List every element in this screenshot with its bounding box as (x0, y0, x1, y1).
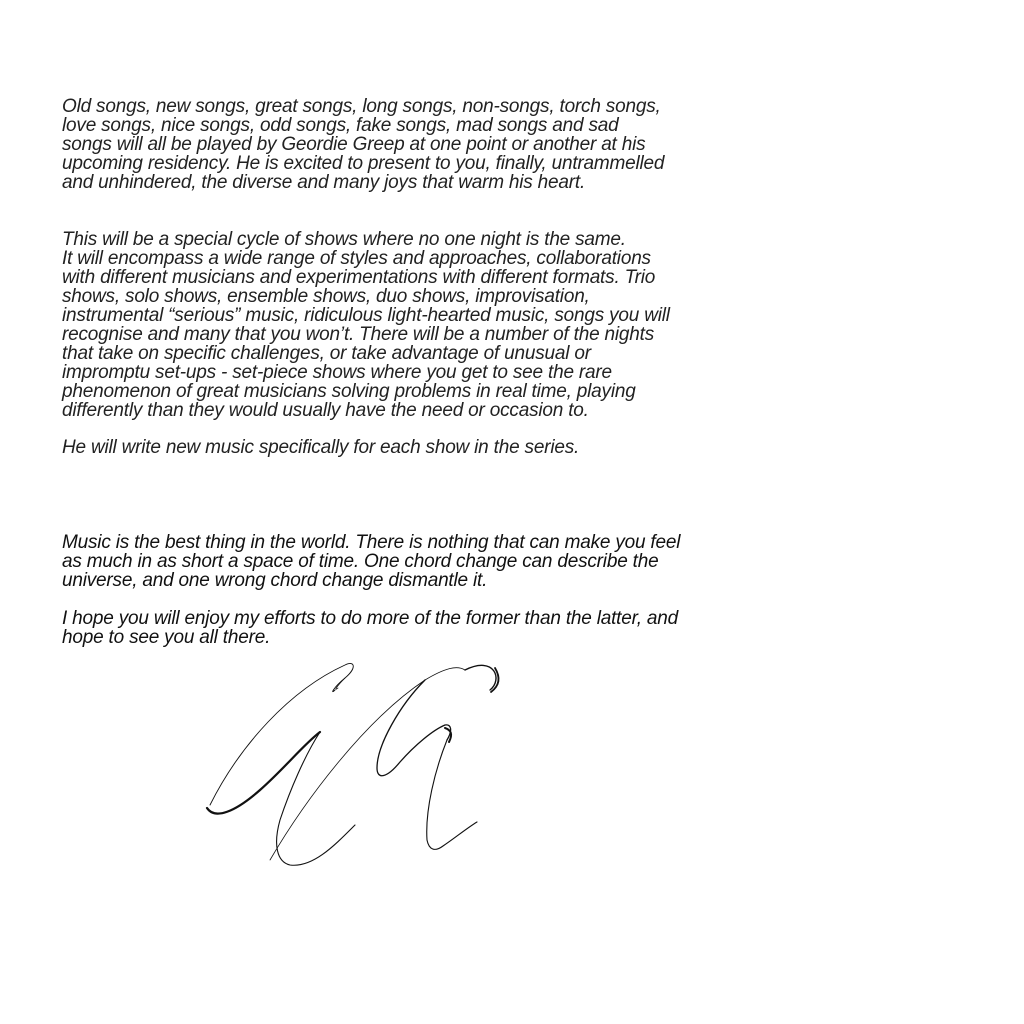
paragraph-shows-description: This will be a special cycle of shows where no one night is the same. It will encompass a wide range of styles and approaches, collaborations with different musicians and experimentations with different formats. Trio shows, solo shows, ensemble shows, duo shows, improvisation, instrumental “serious” music, ridiculous light-hearted music, songs you will recognise and many that you won’t. There will be a number of the nights that take on specific challenges, or take advantage of unusual or impromptu set-ups - set-piece shows where you get to see the rare phenomenon of great musicians solving problems in real time, playing differently than they would usually have the need or occasion to. (62, 229, 670, 421)
paragraph-music-statement: Music is the best thing in the world. There is nothing that can make you feel as much in as short a space of time. One chord change can describe the universe, and one wrong chord change dismantle it. (62, 532, 681, 591)
paragraph-closing: I hope you will enjoy my efforts to do more of the former than the latter, and hope to see you all there. (62, 608, 678, 648)
paragraph-new-music: He will write new music specifically for each show in the series. (62, 437, 580, 458)
handwritten-signature-icon (195, 650, 525, 880)
paragraph-intro: Old songs, new songs, great songs, long songs, non-songs, torch songs, love songs, nice songs, odd songs, fake songs, mad songs and sad songs will all be played by Geordie Greep at one point or another at his upcoming residency. He is excited to present to you, finally, untrammelled and unhindered, the diverse and many joys that warm his heart. (62, 96, 665, 193)
